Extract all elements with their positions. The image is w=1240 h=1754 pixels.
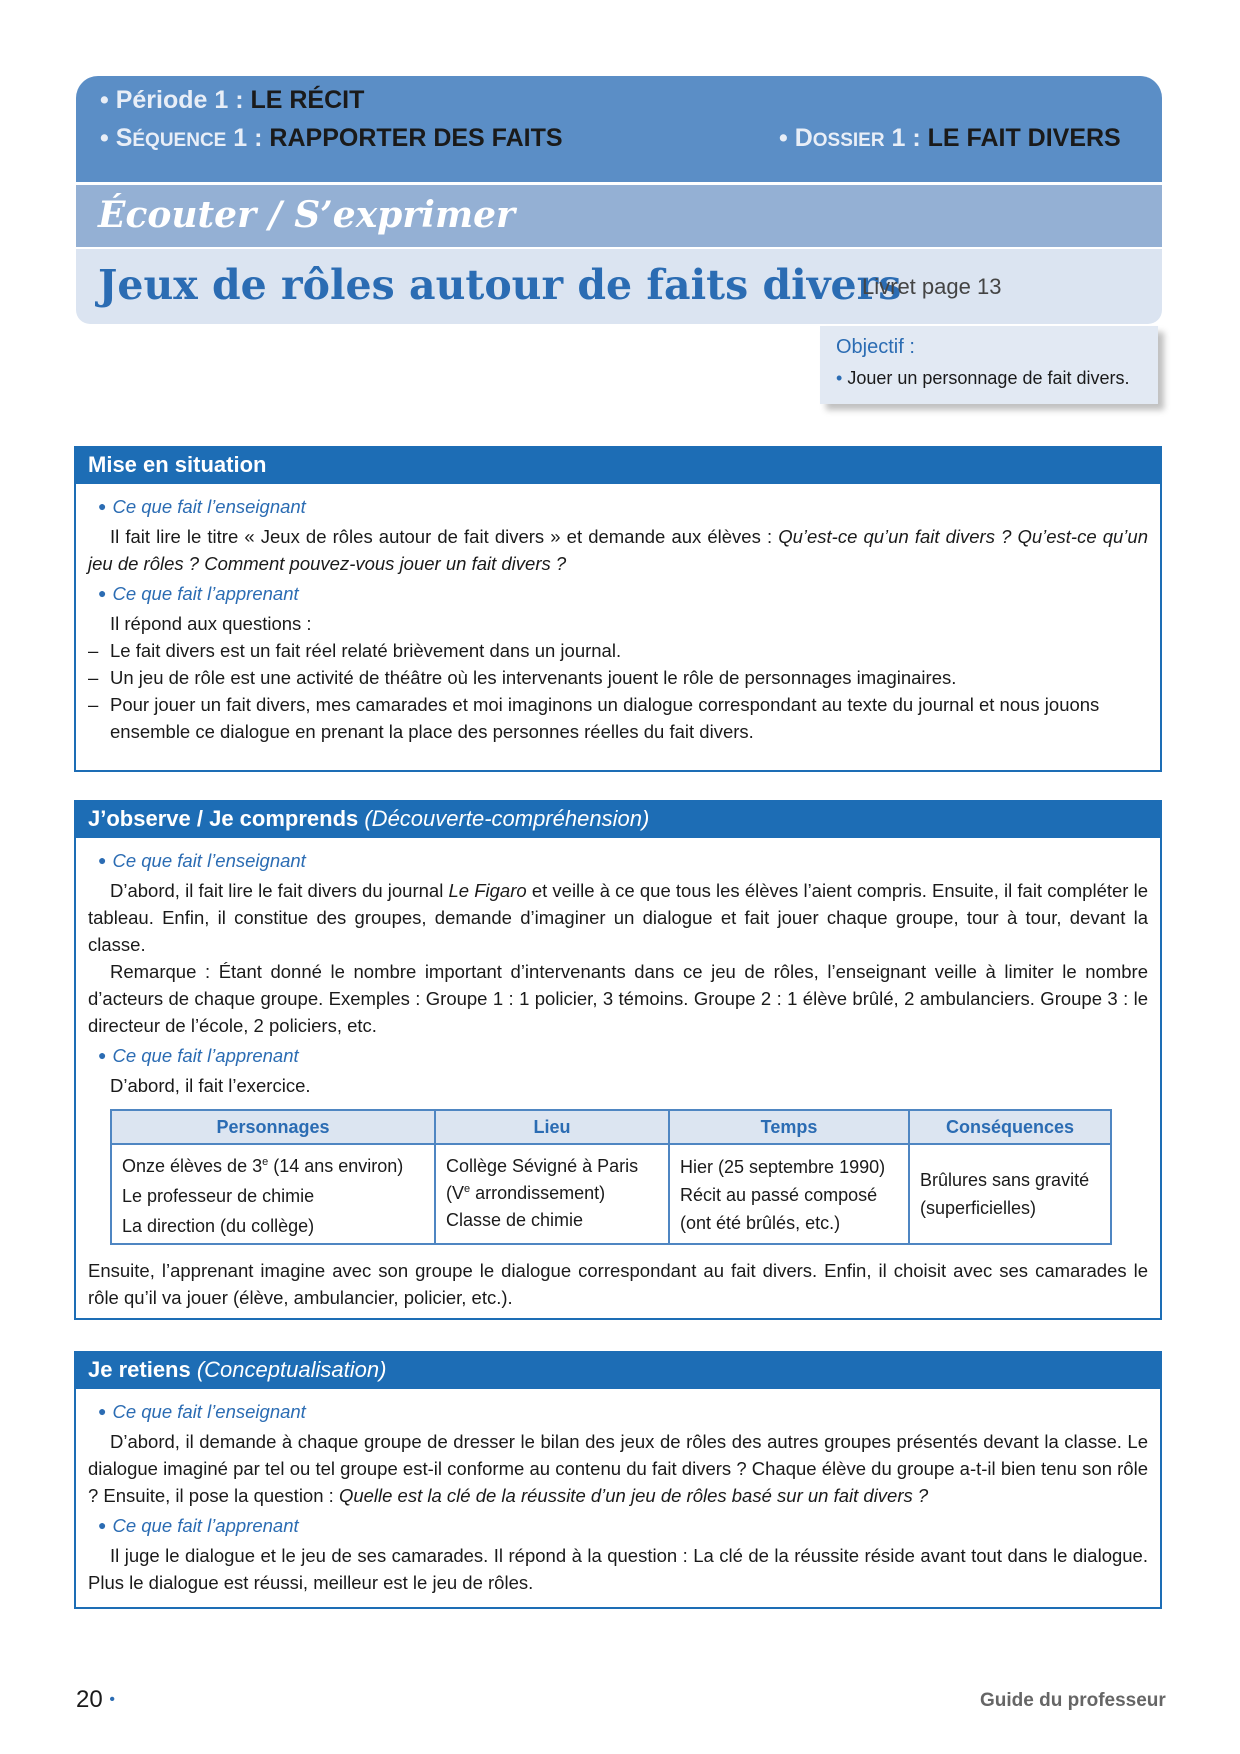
list-item: – Le fait divers est un fait réel relaté brièvement dans un journal.: [88, 637, 1148, 664]
category-band: [76, 182, 1162, 250]
enseignant-text: D’abord, il demande à chaque groupe de dresser le bilan des jeux de rôles des autres groupes présentés devant la classe. Le dialogue imaginé par tel ou tel groupe est-il conforme au contenu du fait divers ? Chaque élève du groupe a-t-il bien tenu son rôle ? Ensuite, il pose la question : Quelle est la clé de la réussite d’un jeu de rôles basé sur un fait divers ?: [88, 1431, 1148, 1506]
section-observe-comprends: [74, 800, 1162, 1320]
objectif-box: [820, 326, 1158, 404]
section-mise-en-situation: [74, 446, 1162, 772]
sequence-value: RAPPORTER DES FAITS: [269, 124, 563, 152]
periode-label: • Période 1 :: [100, 86, 251, 114]
sequence-label: • SÉQUENCE 1 :: [100, 124, 270, 152]
subheading-enseignant: ● Ce que fait l’enseignant: [98, 496, 306, 517]
objectif-item: • Jouer un personnage de fait divers.: [836, 368, 1130, 388]
apprenant-intro: Il répond aux questions :: [110, 613, 312, 634]
table-cell-consequences: Brûlures sans gravité (superficielles): [909, 1144, 1111, 1244]
enseignant-text: Il fait lire le titre « Jeux de rôles autour de fait divers » et demande aux élèves : Qu’est-ce qu’un fait divers ? Qu’est-ce qu’un jeu de rôles ? Comment pouvez-vous jouer un fait divers ?: [88, 526, 1148, 574]
table-header: Conséquences: [909, 1110, 1111, 1144]
subheading-enseignant: ● Ce que fait l’enseignant: [98, 1401, 306, 1422]
header-banner: [76, 76, 1162, 186]
sequence-line: [100, 124, 563, 153]
enseignant-text: D’abord, il fait lire le fait divers du journal Le Figaro et veille à ce que tous les élèves l’aient compris. Ensuite, il fait compléter le tableau. Enfin, il constitue des groupes, demande d’imaginer un dialogue et fait jouer chaque groupe, tour à tour, devant la classe.: [88, 880, 1149, 955]
table-cell-temps: Hier (25 septembre 1990) Récit au passé composé (ont été brûlés, etc.): [669, 1144, 909, 1244]
section-title: J’observe / Je comprends (Découverte-compréhension): [76, 802, 1160, 838]
header-divider: [76, 247, 1162, 249]
page-number: 20 •: [76, 1686, 115, 1713]
list-item: – Un jeu de rôle est une activité de théâtre où les intervenants jouent le rôle de personnages imaginaires.: [88, 664, 1148, 691]
periode-value: LE RÉCIT: [250, 86, 365, 114]
section-title: Mise en situation: [76, 448, 1160, 484]
table-cell-lieu: Collège Sévigné à Paris (Ve arrondissement) Classe de chimie: [435, 1144, 669, 1244]
title-band: [76, 248, 1162, 324]
section-title: Je retiens (Conceptualisation): [76, 1353, 1160, 1389]
objectif-heading: Objectif :: [836, 336, 915, 358]
subheading-enseignant: ● Ce que fait l’enseignant: [98, 850, 306, 871]
subheading-apprenant: ● Ce que fait l’apprenant: [98, 583, 299, 604]
list-item: – Pour jouer un fait divers, mes camarades et moi imaginons un dialogue correspondant au texte du journal et nous jouons ensemble ce dialogue en prenant la place des personnes réelles du fait divers.: [88, 691, 1148, 745]
table-header: Lieu: [435, 1110, 669, 1144]
livret-reference: Livret page 13: [862, 274, 1002, 299]
section-je-retiens: [74, 1351, 1162, 1609]
apprenant-text: Il juge le dialogue et le jeu de ses camarades. Il répond à la question : La clé de la réussite réside avant tout dans le dialogue. Plus le dialogue est réussi, meilleur est le jeu de rôles.: [88, 1545, 1148, 1593]
table-header: Personnages: [111, 1110, 435, 1144]
table-header: Temps: [669, 1110, 909, 1144]
page-title: Jeux de rôles autour de faits divers: [98, 261, 902, 309]
subheading-apprenant: ● Ce que fait l’apprenant: [98, 1515, 299, 1536]
dossier-line: [779, 124, 1121, 153]
apprenant-intro: D’abord, il fait l’exercice.: [110, 1075, 311, 1096]
exercise-table: [110, 1109, 1112, 1245]
subheading-apprenant: ● Ce que fait l’apprenant: [98, 1045, 299, 1066]
apprenant-outro: Ensuite, l’apprenant imagine avec son groupe le dialogue correspondant au fait divers. Enfin, il choisit avec ses camarades le rôle qu’il va jouer (élève, ambulancier, policier, etc.).: [88, 1260, 1148, 1308]
dossier-label: • DOSSIER 1 :: [779, 124, 928, 152]
header-divider: [76, 182, 1162, 185]
table-cell-personnages: Onze élèves de 3e (14 ans environ) Le professeur de chimie La direction (du collège): [111, 1144, 435, 1244]
periode-line: [100, 86, 364, 115]
remarque-text: Remarque : Étant donné le nombre important d’intervenants dans ce jeu de rôles, l’enseignant veille à limiter le nombre d’acteurs de chaque groupe. Exemples : Groupe 1 : 1 policier, 3 témoins. Groupe 2 : 1 élève brûlé, 2 ambulanciers. Groupe 3 : le directeur de l’école, 2 policiers, etc.: [88, 961, 1148, 1036]
dossier-value: LE FAIT DIVERS: [927, 124, 1121, 152]
category-title: Écouter / S’exprimer: [98, 194, 515, 236]
footer-guide-label: Guide du professeur: [980, 1690, 1166, 1711]
